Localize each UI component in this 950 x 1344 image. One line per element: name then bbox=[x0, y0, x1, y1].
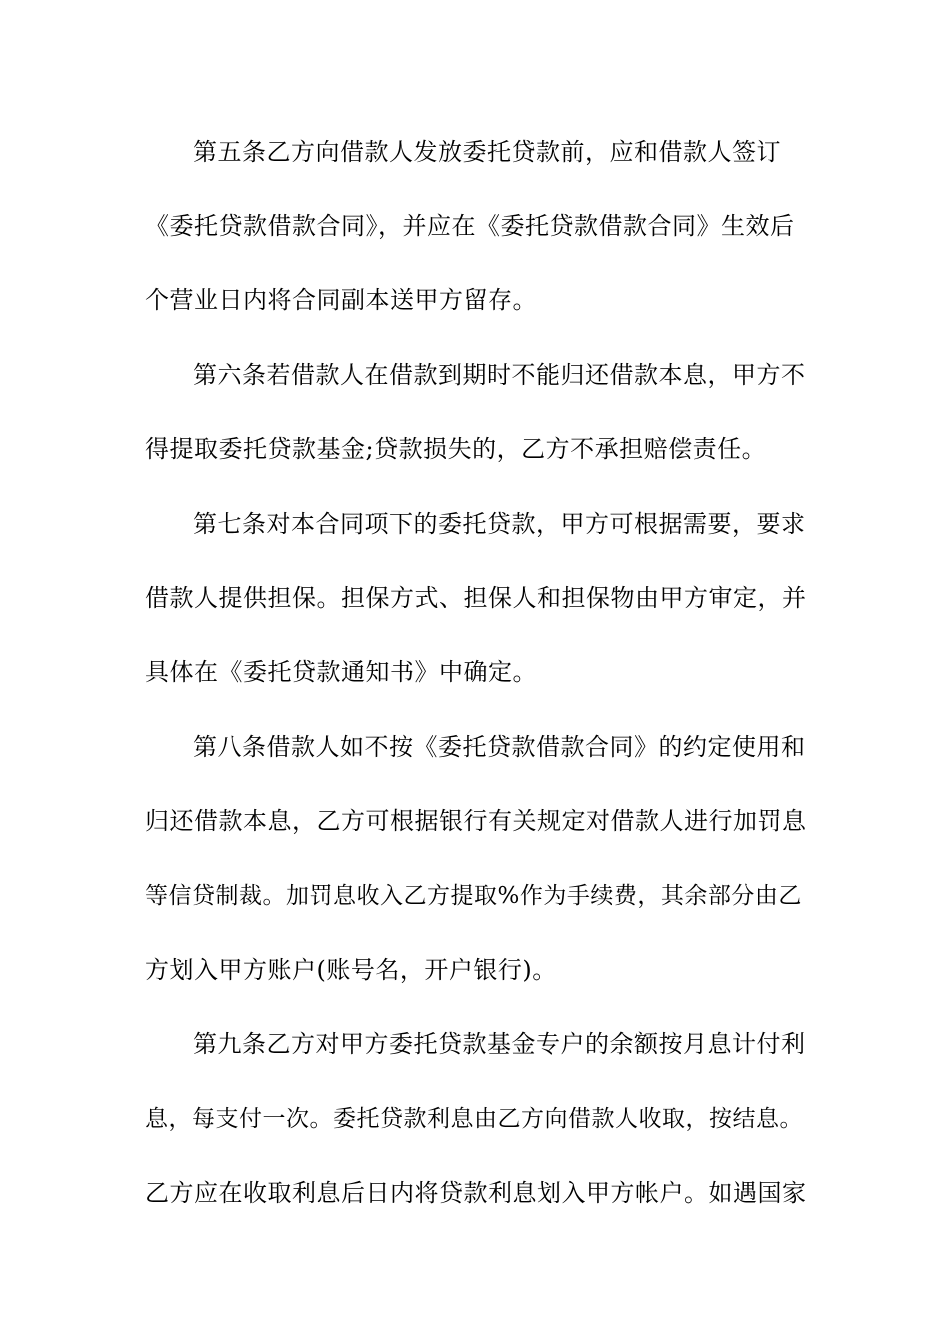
article-8-line-2: 归还借款本息，乙方可根据银行有关规定对借款人进行加罚息 bbox=[145, 807, 807, 835]
article-7-line-3: 具体在《委托贷款通知书》中确定。 bbox=[145, 658, 537, 686]
article-6-line-2: 得提取委托贷款基金;贷款损失的，乙方不承担赔偿责任。 bbox=[145, 435, 767, 463]
article-8-line-3: 等信贷制裁。加罚息收入乙方提取%作为手续费，其余部分由乙 bbox=[145, 883, 802, 909]
article-5-line-2: 《委托贷款借款合同》，并应在《委托贷款借款合同》生效后 bbox=[145, 212, 795, 240]
article-6-line-1: 第六条若借款人在借款到期时不能归还借款本息，甲方不 bbox=[193, 361, 806, 389]
article-9-line-1: 第九条乙方对甲方委托贷款基金专户的余额按月息计付利 bbox=[193, 1030, 806, 1058]
article-5-line-1: 第五条乙方向借款人发放委托贷款前，应和借款人签订 bbox=[193, 138, 781, 166]
article-9-line-3: 乙方应在收取利息后日内将贷款利息划入甲方帐户。如遇国家 bbox=[145, 1179, 807, 1207]
article-8-line-4: 方划入甲方账户(账号名，开户银行)。 bbox=[145, 956, 557, 984]
article-9-line-2: 息，每支付一次。委托贷款利息由乙方向借款人收取，按结息。 bbox=[145, 1106, 803, 1132]
article-8-line-1: 第八条借款人如不按《委托贷款借款合同》的约定使用和 bbox=[193, 733, 806, 761]
article-5-line-3: 个营业日内将合同副本送甲方留存。 bbox=[145, 286, 537, 314]
article-7-line-1: 第七条对本合同项下的委托贷款，甲方可根据需要，要求 bbox=[193, 510, 806, 538]
article-7-line-2: 借款人提供担保。担保方式、担保人和担保物由甲方审定，并 bbox=[145, 584, 807, 612]
